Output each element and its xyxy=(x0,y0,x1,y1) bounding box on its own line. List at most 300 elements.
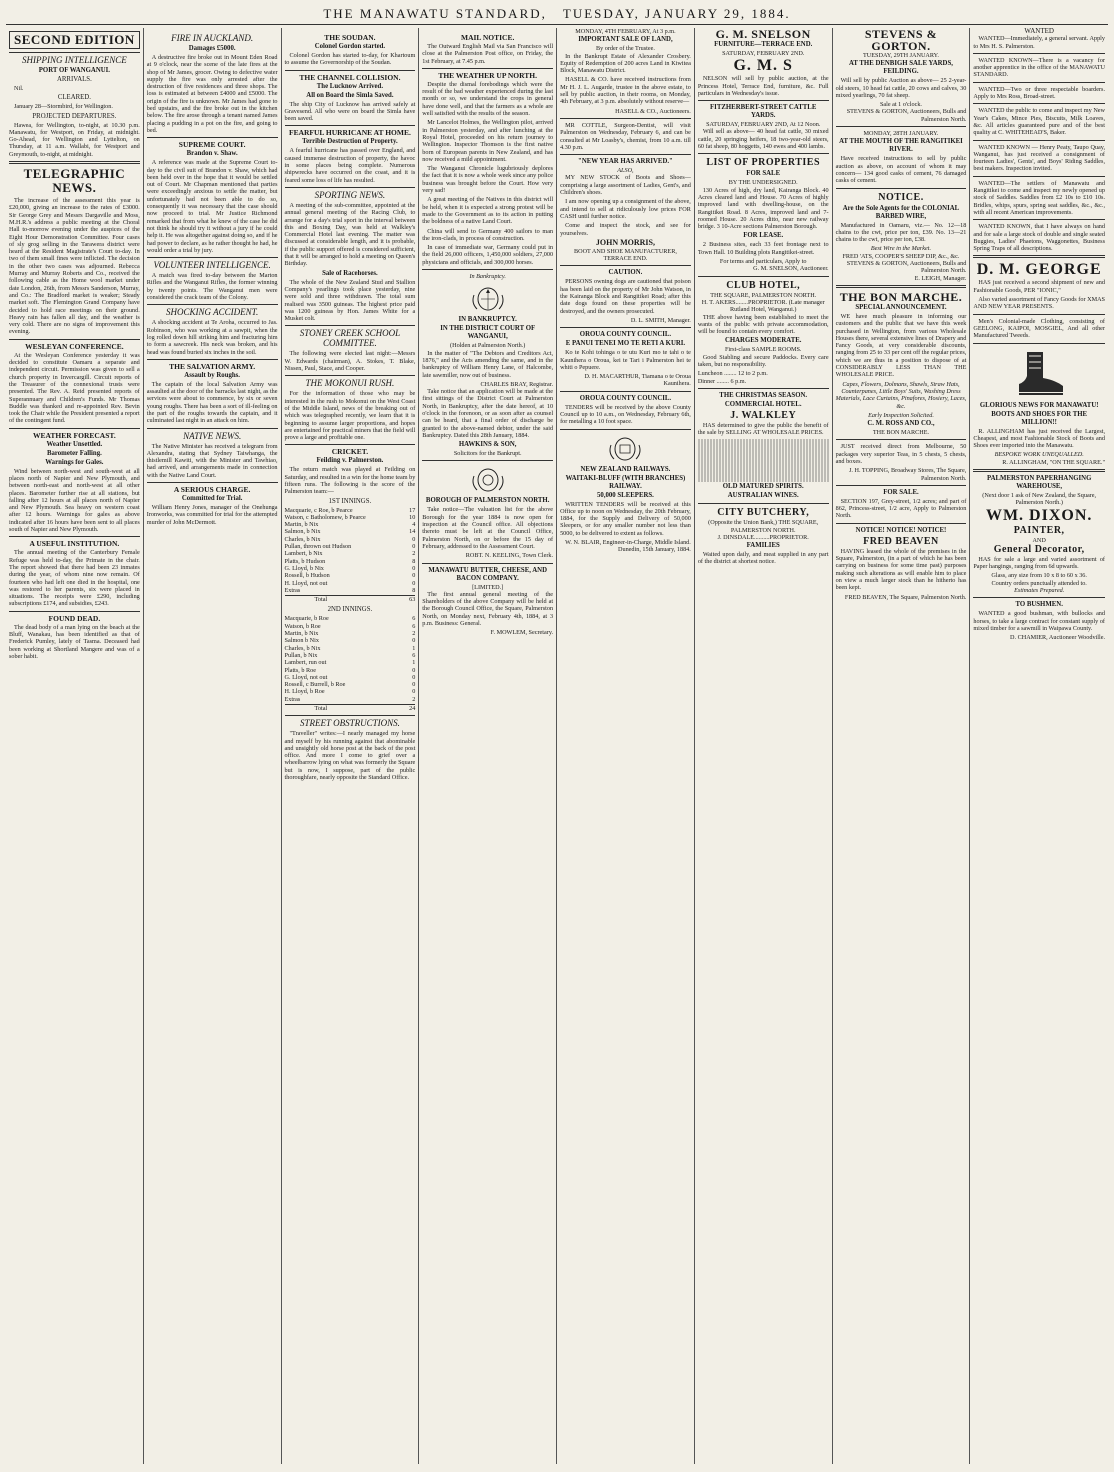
batsman-name: Lambert, b Nix xyxy=(284,550,323,558)
masthead xyxy=(6,4,1108,25)
batsman-runs: 0 xyxy=(412,579,416,587)
batsman-runs: 2 xyxy=(412,550,416,558)
beaven-sign: FRED BEAVEN, The Square, Palmerston North. xyxy=(844,593,967,601)
sale-time: Sale at 1 o'clock. xyxy=(879,101,922,109)
cricket-text: The return match was played at Feilding on Saturday, and resulted in a win for the home team by fifteen runs. The following is the score of the Palmerston team:— xyxy=(284,466,416,496)
club-text: THE above having been established to meet the wants of the public with private accommodation, will be found to contain every comfort. xyxy=(697,313,829,336)
paper-heading: PALMERSTON PAPERHANGING WAREHOUSE, xyxy=(986,474,1092,490)
useful-text: The annual meeting of the Canterbury Female Refuge was held to-day, the Primate in the chair. The report showed that there had been 23 inmates during the year, of whom nine now remain. Of fourteen who had left one died in the hospital, one was restored to her parents, six were placed in situations. The receipts were £290, including subscriptions £174, and subsidies, £243. xyxy=(9,549,140,608)
weather-text: Wind between north-west and south-west at all places north of Napier and New Plymouth, and between north-east and north-west at all other places. Barometer further rise at all stations, but falling after 12 hours at all places north of Napier and New Plymouth. Sea heavy on western coast after 12 hours. Warnings for gales as above indicated after 16 hours have been sent to all places south of Napier and New Plymouth. xyxy=(9,467,140,534)
butchery-heading: CITY BUTCHERY, xyxy=(717,507,810,519)
batsman-name: Watson, b Roe xyxy=(284,622,321,630)
mail-text: The Outward English Mail via San Francisco will close at the Palmerston Post office, on Friday, the 1st February, at 7.45 p.m. xyxy=(422,43,554,65)
cash-text: I am now opening up a consignment of the above, and intend to sell at ridiculously low prices FOR CASH until further notice. xyxy=(560,198,691,220)
score-row xyxy=(285,637,416,644)
snelson-heading: G. M. SNELSON xyxy=(715,28,811,41)
come-text: Come and inspect the stock, and see for yourselves. xyxy=(560,222,691,237)
weather-heading: WEATHER FORECAST. xyxy=(9,428,140,440)
batsman-name: Salmon, b Nix xyxy=(284,528,321,536)
wanted-4: WANTED the public to come and inspect my New Year's Cakes, Mince Pies, Biscuits, Milk Loaves, &c. All articles guaranteed pure and of the best quality at C. WHITEHEAD'S, Baker. xyxy=(973,107,1105,137)
wesleyan-text: At the Wesleyan Conference yesterday it was decided to constitute Oamaru a separate and independent circuit. Permission was given to sell a church property in Invercargill. Circuit reports of the Treasurer of the connexional trusts were presented. The Rev. A. Reid presented reports of Superannuary and Children's Funds. Mr Thomas Buddle was thanked and re-appointed Rev. Bevin took the Chair while the President presented a report of the contingent fund. xyxy=(9,351,140,425)
allingham-sign: R. ALLINGHAM, "ON THE SQUARE." xyxy=(1002,458,1105,466)
batsman-name: Pullan, thrown out Hudson xyxy=(284,543,352,551)
court-sub: Brandon v. Shaw. xyxy=(186,150,238,158)
edition-heading: SECOND EDITION xyxy=(9,31,140,49)
wanted-1: WANTED—Immediately, a general servant. Apply to Mrs H. S. Palmerston. xyxy=(973,35,1105,50)
stabling-text: Good Stabling and secure Paddocks. Every care taken, but no responsibility. xyxy=(697,353,829,369)
batsman-runs: 1 xyxy=(412,659,416,667)
yards-text: Will sell by public Auction as above— 25 2-year-old steers, 10 head fat cattle, 20 cows and calves, 30 mixed yearlings, 70 fat sheep. xyxy=(835,77,967,99)
maori-sign: D. H. MACARTHUR, Tiamana o te Oroua Kaunihera. xyxy=(584,373,691,388)
railways-seal xyxy=(606,433,644,463)
total-row-1 xyxy=(285,595,416,603)
batsman-name: Extras xyxy=(284,695,301,703)
score-row xyxy=(285,536,416,543)
sleepers-heading: 50,000 SLEEPERS. xyxy=(597,491,654,499)
obstructions-text: "Traveller" writes:—I nearly managed my horse and myself by his running against that abominable and unsightly old horse post at the back of the post office. And more I come to grief over a wheelbarrow lying on what was formerly the Square but is now, I suppose, part of the public thoroughfare, nearly opposite the Standard Office. xyxy=(284,730,416,782)
hurricane-heading: FEARFUL HURRICANE AT HOME. xyxy=(285,125,416,137)
soudan-sub: Colonel Gordon started. xyxy=(314,43,386,50)
bankruptcy-sign: CHARLES BRAY, Registrar. xyxy=(480,380,554,388)
sporting-text: A meeting of the sub-committee, appointed at the annual general meeting of the Racing Club, to arrange for a day's trial sport in the interval between this and Boxing Day, was held at Walkley's Commercial Hotel last evening. The matter was discussed at considerable length, and it is probable, if the public support offered is considered sufficient, that it will be arranged to hold a meeting on Queen's Birthday. xyxy=(284,201,416,268)
beaven-name: FRED BEAVEN xyxy=(863,535,939,547)
column-1 xyxy=(6,28,144,1464)
club-proprietor: H. T. AKERS........PROPRIETOR. (Late manager Rutland Hotel, Wanganui.) xyxy=(701,298,825,314)
fire-text: A destructive fire broke out in Mount Eden Road at 9 o'clock, near the scene of the late fires at the shop of Mr James, grocer. Owing to defective water supply the fire was only arrested after the destruction of five residences and three shops. The loss is estimated at between £4000 and £5000. The origin of the fire is unknown. Mr James had gone to bed upstairs, and the fire broke out in the kitchen below. The fire arose through a tenant named James placing a pudding in a pot on the fire, and going to bed. xyxy=(146,54,278,134)
wellington-text: Mr Lancelot Holmes, the Wellington pilot, arrived in Palmerston yesterday, and after lunching at the Royal Hotel, proceeded on his return journey to Wellington. Inspector Thomson is the first native born of European parents in New Zealand, and has now received a mild appointment. xyxy=(422,119,554,163)
railways-sub: WAITAKI-BLUFF (WITH BRANCHES) RAILWAY. xyxy=(565,474,686,490)
batsman-runs: 0 xyxy=(412,572,416,580)
butter-heading: MANAWATU BUTTER, CHEESE, AND BACON COMPANY. xyxy=(428,566,547,582)
hurricane-text: A fearful hurricane has passed over England, and caused immense destruction of property, the havoc in some places being complete. Numerous shipwrecks have occurred on the coast, and it is feared some loss of life has resulted. xyxy=(284,147,416,184)
borough-sign: ROBT. N. KEELING, Town Clerk. xyxy=(465,552,554,560)
batsman-name: Martin, b Nix xyxy=(284,521,319,529)
wanted-3: WANTED—Two or three respectable boarders. Apply to Mrs Ross, Broad-street. xyxy=(973,85,1105,101)
fire-heading: FIRE IN AUCKLAND. xyxy=(171,33,254,43)
country-text: Country orders punctually attended to. xyxy=(991,579,1087,587)
boot-icon xyxy=(1009,348,1069,398)
batsman-runs: 0 xyxy=(412,637,416,645)
native-text: The Native Minister has received a telegram from Alexandra, stating that Sydney Taiwhanga, the thistlemill Kawiti, with the Minister and Tawhiao, had arrived, and arrangements made in connection with the Native Land Court. xyxy=(146,442,278,479)
ross-sub: THE BON MARCHE. xyxy=(872,429,930,437)
wines-label: AUSTRALIAN WINES. xyxy=(727,492,799,500)
soudan-text: Colonel Gordon has started to-day, for Khartoum to assume the Governorship of the Soudan. xyxy=(284,52,416,67)
ross-name: C. M. ROSS AND CO., xyxy=(867,420,935,428)
hasell-text: HASELL & CO. have received instructions from Mr H. J. L. Augarde, trustee in the above estate, to sell by public auction, in their rooms, on Monday, 4th February, at 3 p.m. absolutely without reserve— xyxy=(560,76,691,106)
sale-text: In the Bankrupt Estate of Alexander Crosbery. Equity of Redemption of 200 acres Land in Kiwitea Block, Manawatu District. xyxy=(560,52,691,75)
batsman-runs: 2 xyxy=(412,630,416,638)
column-2 xyxy=(144,28,282,1464)
column-5 xyxy=(557,28,695,1464)
court-text: A reference was made at the Supreme Court to-day to the civil suit of Brandon v. Shaw, which had been held over in the hope that it would be settled out of Court. Mr Chapman mentioned that parties were exceedingly anxious to settle the matter, but unfortunately had not been able to do so, consequently it was necessary that the case should now proceed to trial. Mr Justice Richmond remarked that from what he knew of the case he did not think he should try it without a jury if he could help it. He was altogether against doing so, and if he had power to declare, as he rather thought he had, he would order a trial by jury. xyxy=(146,159,278,254)
snelson-date: SATURDAY, FEBRUARY 2ND. xyxy=(722,50,805,57)
notice-heading: NOTICE. xyxy=(878,191,924,203)
oroua-heading-2: OROUA COUNTY COUNCIL. xyxy=(579,394,672,402)
batsman-runs: 0 xyxy=(412,673,416,681)
maori-text: Ko te Kohi tohinga o te utu Kuri mo te tahi o te Kaunihera o Oroua, kei te Tari i Palmerston hei te whiti o Pepuere. xyxy=(560,349,691,371)
cricket-heading: CRICKET. xyxy=(285,444,416,456)
wanted-2: WANTED KNOWN—There is a vacancy for another apprentice in the office of the MANAWATU STANDARD. xyxy=(973,56,1105,79)
dinner-line: Dinner ........ 6 p.m. xyxy=(697,377,747,385)
leigh-sign: E. LEIGH, Manager. xyxy=(914,274,967,282)
sheep-dip: FRED 'ATS, COOPER'S SHEEP DIP, &c., &c. xyxy=(842,252,960,260)
total-value-1: 63 xyxy=(409,596,416,604)
oroua-heading: OROUA COUNTY COUNCIL. xyxy=(579,331,672,339)
score-row xyxy=(285,558,416,565)
newyear-heading: "NEW YEAR HAS ARRIVED." xyxy=(578,158,673,166)
stevens-heading: STEVENS & GORTON. xyxy=(864,28,938,53)
geelong-text: Men's Colonial-made Clothing, consisting of GEELONG, KAIPOI, MOSGIEL, And all other Manufactured Tweeds. xyxy=(973,317,1105,340)
estimates-label: Estimates Prepared. xyxy=(1014,587,1065,595)
bankruptcy-heading: IN BANKRUPTCY. xyxy=(458,316,517,324)
forsale-heading: FOR SALE xyxy=(746,170,781,178)
railways-sign: W. N. BLAIR, Engineer-in-Charge, Middle Island. Dunedin, 15th January, 1884. xyxy=(565,539,691,554)
terms-text: For terms and particulars, Apply to xyxy=(719,258,807,266)
borough-heading: BOROUGH OF PALMERSTON NORTH. xyxy=(425,497,550,505)
batsman-runs: 1 xyxy=(412,644,416,652)
bankruptcy-text: In the matter of "The Debtors and Creditors Act, 1876," and the Acts amending the same, and in the bankruptcy of William Henry Lane, of Halcombe, late sawmiller, now out of business. xyxy=(422,349,554,379)
score-row xyxy=(285,630,416,637)
club-heading: CLUB HOTEL, xyxy=(726,279,801,291)
score-row xyxy=(285,667,416,674)
shocking-heading: SHOCKING ACCIDENT. xyxy=(147,304,278,317)
undersigned-label: BY THE UNDERSIGNED. xyxy=(728,179,798,187)
railways-heading: NEW ZEALAND RAILWAYS. xyxy=(580,465,671,473)
racehorses-heading: Sale of Racehorses. xyxy=(322,269,378,277)
george-heading: D. M. GEORGE xyxy=(976,261,1102,279)
morris-sub: BOOT AND SHOE MANUFACTURER, TERRACE END. xyxy=(573,247,677,263)
score-row xyxy=(285,528,416,535)
score-row xyxy=(285,688,416,695)
families-heading: FAMILIES xyxy=(746,542,780,550)
weather-sub-2: Barometer Falling. xyxy=(46,449,102,457)
mokonui-text: For the information of those who may be interested in the rush to Mokonui on the West Coast of the Middle Island, news of the breaking out of which was telegraphed recently, we learn that it is beginning to assume larger proportions, and hopes are entertained for practical miners that the field will prove a large and profitable one. xyxy=(284,390,416,442)
salvation-sub: Assault by Roughs. xyxy=(184,371,240,379)
christmas-heading: THE CHRISTMAS SEASON. xyxy=(719,391,808,399)
sample-label: First-class SAMPLE ROOMS. xyxy=(724,346,802,354)
props-text: 130 Acres of high, dry land, Kairanga Block. 40 Acres cleared land and House. 70 Acres of highly improved land with dwelling-house, on the Rangitikei Road. 8 Acres, improved land and 7-roomed House. 20 Acres ditto, near new railway bridge. 3 10-Acre sections Palmerston Borough. xyxy=(697,186,829,231)
weather-north-heading: THE WEATHER UP NORTH. xyxy=(422,68,553,80)
caution-sign: D. L. SMITH, Manager. xyxy=(630,316,691,324)
stoney-text: The following were elected last night:—Messrs W. Edwards (chairman), A. Stokes, T. Blake, Nissen, Paul, Stace, and Cooper. xyxy=(284,350,416,373)
batsman-runs: 0 xyxy=(412,666,416,674)
score-row xyxy=(285,587,416,594)
best-wire: Best Wire in the Market. xyxy=(870,245,932,253)
bon-items: Capes, Flowers, Dolmans, Shawls, Straw Hats, Counterpanes, Little Boys' Suits, Washing Dress Materials, Lace Curtains, Pinafores, Hosiery, Laces, &c. xyxy=(835,380,967,410)
barbed-heading: Are the Sole Agents for the COLONIAL BARBED WIRE, xyxy=(842,204,960,220)
bon-sub: SPECIAL ANNOUNCEMENT. xyxy=(855,303,947,311)
score-row xyxy=(285,514,416,521)
score-row xyxy=(285,507,416,514)
scorecard-1 xyxy=(285,507,416,595)
native-meeting-text: A great meeting of the Natives in this district will be held, when it is expected a strong protest will be made to the Government as to its action in putting the boldness of a native Land Court. xyxy=(422,196,554,226)
wanted-7: WANTED KNOWN, that I have always on hand and for sale a large stock of double and single seated Buggies, Ladies' Phaetons, Waggonettes, Business Spring Traps of all descriptions. xyxy=(973,223,1105,253)
rain-text: The Wanganui Chronicle lugubriously deplores the fact that it is now a whole week since any police business was brought before the Court. How very very sad! xyxy=(422,165,554,195)
bankruptcy-label: In Bankruptcy. xyxy=(469,273,506,281)
serious-heading: A SERIOUS CHARGE. xyxy=(147,482,278,494)
butchery-sub: (Opposite the Union Bank,) THE SQUARE, PALMERSTON NORTH. xyxy=(708,519,819,534)
batsman-name: G. Lloyd, b Nix xyxy=(284,564,324,572)
batsman-name: H. Lloyd, b Roe xyxy=(284,688,325,696)
hawkins-sub: Solicitors for the Bankrupt. xyxy=(453,450,522,458)
cleared-text: January 28—Stormbird, for Wellington. xyxy=(14,103,113,111)
volunteer-heading: VOLUNTEER INTELLIGENCE. xyxy=(147,257,278,270)
score-row xyxy=(285,550,416,557)
arrivals-label: ARRIVALS. xyxy=(56,76,92,83)
morris-name: JOHN MORRIS, xyxy=(595,237,655,247)
lease-heading: FOR LEASE. xyxy=(743,232,784,240)
allingham-text: R. ALLINGHAM has just received the Largest, Cheapest, and most Fashionable Stock of Boots and Shoes ever imported into the Manawatu. xyxy=(973,427,1105,450)
wanted-6: WANTED—The settlers of Manawatu and Rangitikei to come and inspect my newly opened up stock of Saddles. Saddles from £2 10s to £10 10s. Bridles, whips, spurs, spring seat saddles, &c., &c., with all recent American improvements. xyxy=(973,179,1105,216)
weather-sub-1: Weather Unsettled. xyxy=(46,440,103,448)
stevens-sign-2: STEVENS & GORTON, Auctioneers, Bulls and Palmerston North. xyxy=(846,260,967,275)
bespoke-label: BESPOKE WORK UNEQUALLED. xyxy=(994,451,1084,459)
district-court-sub: (Holden at Palmerston North.) xyxy=(450,342,526,350)
walkley-text: HAS determined to give the public the benefit of the sale by SELLING AT WHOLESALE PRICES. xyxy=(697,421,829,437)
score-row xyxy=(285,543,416,550)
issue-date: TUESDAY, JANUARY 29, 1884. xyxy=(562,6,791,21)
score-row xyxy=(285,645,416,652)
forsale-heading-2: FOR SALE. xyxy=(883,488,919,496)
stevens-sign: STEVENS & GORTON, Auctioneers, Bulls and Palmerston North. xyxy=(846,108,967,123)
bushmen-text: WANTED a good bushman, with bullocks and horses, to take a large contract for constant supply of mixed timber for a sawmill in Waipawa County. xyxy=(973,610,1105,632)
total-label-2: Total xyxy=(314,705,328,712)
notice-triple: NOTICE! NOTICE! NOTICE! xyxy=(855,526,947,534)
butter-sub: [LIMITED.] xyxy=(472,583,504,591)
channel-sub-1: The Lucknow Arrived. xyxy=(316,82,384,90)
glass-text: Glass, any size from 10 x 8 to 60 x 36. xyxy=(991,572,1087,580)
dinsdale-name: J. DINSDALE..........PROPRIETOR. xyxy=(717,533,809,541)
batsman-name: Lambert, run out xyxy=(284,659,327,667)
batsman-name: G. Lloyd, not out xyxy=(284,673,328,681)
score-row xyxy=(285,615,416,622)
column-6 xyxy=(695,28,833,1464)
wanted-5: WANTED KNOWN — Henry Peaty, Taupo Quay, Wanganui, has just received a consignment of fourteen Ladies', Gents', and Boys' Riding Saddles, best makers. Inspection invited. xyxy=(973,143,1105,173)
cricket-sub: Feilding v. Palmerston. xyxy=(316,457,384,465)
column-7 xyxy=(833,28,971,1464)
column-3 xyxy=(282,28,420,1464)
gms-text: NELSON will sell by public auction, at the Princess Hotel, Terrace End, furniture, &c. Full particulars in Wednesday's issue. xyxy=(697,75,829,97)
batsman-name: Rossell, c Burrell, b Roe xyxy=(284,681,346,689)
families-text: Waited upon daily, and meat supplied in any part of the district at shortest notice. xyxy=(697,551,829,566)
shipping-heading: SHIPPING INTELLIGENCE xyxy=(9,52,140,65)
batsman-name: Watson, c Batholomew, b Pearce xyxy=(284,513,366,521)
snelson-sign: G. M. SNELSON, Auctioneer. xyxy=(753,265,829,273)
hurricane-sub: Terrible Destruction of Property. xyxy=(302,138,398,146)
tenders-text: TENDERS will be received by the above County Council up to 10 a.m., on Wednesday, February 6th, for metalling a 10 foot space. xyxy=(560,403,691,426)
mail-heading: MAIL NOTICE. xyxy=(461,33,515,42)
weather-sub-3: Warnings for Gales. xyxy=(45,458,104,466)
panui-heading: E PANUI TENEI MO TE RETI A KURI. xyxy=(565,340,686,348)
telegraphic-heading: TELEGRAPHIC NEWS. xyxy=(23,166,126,196)
dixon-name: WM. DIXON. xyxy=(985,506,1093,524)
batsman-runs: 6 xyxy=(412,615,416,623)
bushmen-heading: TO BUSHMEN. xyxy=(1015,601,1063,609)
projected-label: PROJECTED DEPARTURES. xyxy=(32,112,117,120)
batsman-name: Extras xyxy=(284,586,301,594)
charges-label: CHARGES MODERATE. xyxy=(724,337,802,345)
stoney-heading: STONEY CREEK SCHOOL COMMITTEE. xyxy=(285,325,416,348)
mouth-text: Have received instructions to sell by public auction as above, on account of whom it may concern— 134 good casks of cement, 76 damaged casks of cement. xyxy=(835,155,967,185)
yards-heading: AT THE DENBIGH SALE YARDS, FEILDING. xyxy=(849,60,953,76)
batsman-name: Charles, b Nix xyxy=(284,644,321,652)
telegraphic-text: The increase of the assessment this year is £20,000, giving an increase to the rates of £3000. Sir George Grey and Messrs Dargaville and Moss, M.H.R.'s address a public meeting at the Choral Hall to-morrow evening under the auspices of the Eight Hour Demonstration Committee. Four cases of sly grog selling in the Tarawera district were heard at the Resident Magistrate's Court to-day. In two of them small fines were inflicted. The decision in the other two cases was adjourned. Rebecca Murray and Murray Roberts and Co., received the following cable as the Home wool market under date London, 26th, from Messrs Sanderson, Murray, and Co.: The Bradford market is weaker; Steady market soft. The Flemington Grand Company have decided to hold race meetings on their ground. Heavy rain has fallen all day, and the weather is very cold. There are no signs of improvement this evening. xyxy=(9,197,140,336)
batsman-runs: 0 xyxy=(412,543,416,551)
batsman-runs: 0 xyxy=(412,688,416,696)
george-also: Also varied assortment of Fancy Goods for XMAS AND NEW YEAR PRESENTS. xyxy=(973,296,1105,311)
batsman-runs: 17 xyxy=(409,506,416,514)
column-4 xyxy=(419,28,557,1464)
batsman-name: Pullan, b Nix xyxy=(284,651,318,659)
sporting-heading: SPORTING NEWS. xyxy=(285,187,416,200)
borough-text: Take notice—The valuation list for the above Borough for the year 1884 is now open for inspection at the Council office. All objections thereto must be left at the Council Office, Palmerston North, on or before the 15 day of February, addressed to the Assessment Court. xyxy=(422,506,554,550)
mouth-heading: AT THE MOUTH OF THE RANGITIKEI RIVER. xyxy=(839,138,963,154)
batsman-runs: 6 xyxy=(412,622,416,630)
port-heading: PORT OF WANGANUI. xyxy=(38,67,110,74)
score-row xyxy=(285,572,416,579)
wesleyan-heading: WESLEYAN CONFERENCE. xyxy=(9,339,140,351)
projected-text: Hawea, for Wellington, to-night, at 10.30 p.m. Manawatu, for Westport, on Friday, at midnight. Go-Ahead, for Wellington and Lyttelton, on Thursday, at 11 a.m. Wallabi, for Westport and Greymouth, to-night, at midnight. xyxy=(9,121,140,158)
hasell-sign: HASELL & CO., Auctioneers. xyxy=(615,107,691,115)
found-heading: FOUND DEAD. xyxy=(9,611,140,623)
batsman-runs: 2 xyxy=(412,695,416,703)
spirits-label: OLD MATURED SPIRITS. xyxy=(722,483,804,491)
batsman-name: Platts, b Hudson xyxy=(284,557,326,565)
list-heading: LIST OF PROPERTIES xyxy=(706,157,821,169)
score-row xyxy=(285,565,416,572)
received-text: JUST received direct from Melbourne, 50 packages very superior Teas, in 5 chests, 5 chests, and boxes. xyxy=(835,443,967,465)
walkley-name: J. WALKLEY xyxy=(730,409,797,421)
shocking-text: A shocking accident at Te Aroha, occurred to Jas. Robinson, who was working at a sawpit, when the log rolled down hill striking him and fracturing him to form a sawcreek. His neck was broken, and his head was found buried six inches in the soil. xyxy=(146,319,278,356)
batsman-runs: 0 xyxy=(412,681,416,689)
batsman-name: H. Lloyd, not out xyxy=(284,579,328,587)
monday-date: MONDAY, 28TH JANUARY. xyxy=(863,130,939,138)
caution-text: PERSONS owning dogs are cautioned that poison has been laid on the property of Mr John Watson, in the Kairanga Block and Rangitikei Road; after this date dogs found on these properties will be destroyed, and the owners prosecuted. xyxy=(560,278,691,315)
wanted-heading: WANTED xyxy=(1024,28,1054,35)
mokonui-heading: THE MOKONUI RUSH. xyxy=(285,375,416,388)
george-text: HAS just received a second shipment of new and Fashionable Goods, PER "IONIC," xyxy=(973,279,1105,294)
batsman-runs: 0 xyxy=(412,535,416,543)
germany-text: In case of immediate war, Germany could put in the field 26,000 officers, 1,450,000 soldiers, 27,000 physicians and officials, and 300,000 horses. xyxy=(422,244,554,266)
salvation-text: The captain of the local Salvation Army was assaulted at the door of the barracks last night, as the services were about to commence, by six or seven young roughs. There has been a sort of ill-feeling on the part of the roughs towards the captain, and it culminated last night in an attack on him. xyxy=(146,380,278,425)
butter-sign: F. MOWLEM, Secretary. xyxy=(490,629,554,637)
fitz-date: SATURDAY, FEBRUARY 2ND, At 12 Noon. xyxy=(706,121,821,129)
batsman-runs: 10 xyxy=(409,513,416,521)
dixon-text: HAS for sale a large and varied assortment of Paper hangings, ranging from 6d upwards. xyxy=(973,555,1105,571)
columns xyxy=(6,28,1108,1464)
batsman-name: Rossell, b Hudson xyxy=(284,572,330,580)
boots-heading: BOOTS AND SHOES FOR THE MILLION!! xyxy=(991,410,1088,426)
scorecard-2 xyxy=(285,615,416,703)
sale-title: IMPORTANT SALE OF LAND, xyxy=(578,36,673,44)
batsman-runs: 0 xyxy=(412,564,416,572)
section-text: SECTION 197, Grey-street, 1/2 acres; and part of 862, Princess-street, 1/2 acre, Apply to Palmerston North. xyxy=(835,497,967,520)
sale-date: MONDAY, 4TH FEBRUARY, At 3 p.m. xyxy=(575,28,676,35)
weather-north-text: Despite the dismal forebodings which were the result of the bad weather experienced during the last month or so, we understand the crops in general have done well, and that the farmers as a whole are well satisfied with the results of the season. xyxy=(422,80,554,118)
batsman-name: Macquarie, c Roe, b Pearce xyxy=(284,506,353,514)
serious-text: William Henry Jones, manager of the Onehunga Ironworks, was committed for trial for the attempted murder of John McDermott. xyxy=(146,504,278,526)
score-row xyxy=(285,623,416,630)
painter-label: PAINTER, xyxy=(1013,524,1065,536)
score-row xyxy=(285,659,416,666)
batsman-runs: 14 xyxy=(409,528,416,536)
luncheon-line: Luncheon ........ 12 to 2 p.m. xyxy=(697,370,768,378)
channel-heading: THE CHANNEL COLLISION. xyxy=(285,70,416,82)
fire-sub: Damages £5000. xyxy=(188,45,236,52)
china-text: China will send to Germany 400 sailors to man the iron-clads, in process of construction. xyxy=(422,227,554,242)
innings-2-label: 2ND INNINGS. xyxy=(327,606,373,614)
found-text: The dead body of a man lying on the beach at the Bluff, Wanakau, has been identified as that of Frederick Pumley, lately of Tasma. Deceased had been working at Shortland Mangere and was of a sober habit. xyxy=(9,623,140,660)
court-heading: SUPREME COURT. xyxy=(147,137,278,149)
sleepers-text: WRITTEN TENDERS will be received at this Office up to noon on Wednesday, the 20th February, 1884, for the Supply and Delivery of 50,000 Sleepers, or for any smaller number not less than 5000, to be delivered to extent as follows. xyxy=(560,500,691,537)
useful-heading: A USEFUL INSTITUTION. xyxy=(9,536,140,548)
arrivals-text: Nil. xyxy=(14,85,24,92)
total-row-2 xyxy=(285,704,416,712)
fitz-text: Will sell as above— 40 head fat cattle, 30 mixed cattle, 20 springing heifers, 18 two-year-old steers, 60 fat sheep, 80 hoggetts, 140 ewes and 400 lambs. xyxy=(697,128,829,151)
chamier-sign: D. CHAMIER, Auctioneer Woodville. xyxy=(1010,634,1105,642)
newstock-text: MY NEW STOCK of Boots and Shoes—comprising a large assortment of Ladies, Gent's, and Children's shoes. xyxy=(560,174,691,197)
notice-text: Take notice that an application will be made at the first sittings of the District Court at Palmerston North, in Bankruptcy, after the date hereof, at 10 o'clock in the forenoon, or as soon after as counsel can be heard, that a final order of discharge be granted to the above-named debtor, under the said Bankruptcy. Dated this 28th January, 1884. xyxy=(422,388,554,439)
district-court-heading: IN THE DISTRICT COURT OF WANGANUI, xyxy=(440,325,536,341)
batsman-runs: 8 xyxy=(412,557,416,565)
column-8 xyxy=(970,28,1108,1464)
batsman-name: Charles, b Nix xyxy=(284,535,321,543)
gms-initials: G. M. S xyxy=(733,57,793,75)
innings-1-label: 1ST INNINGS. xyxy=(328,497,372,505)
score-row xyxy=(285,521,416,528)
snelson-sub: FURNITURE—TERRACE END. xyxy=(714,41,813,48)
serious-sub: Committed for Trial. xyxy=(181,495,243,503)
fitz-heading: FITZHERBERT-STREET CATTLE YARDS. xyxy=(710,104,817,120)
barbed-text: Manufactured in Oamaru, viz.— No. 12—18 chains to the cwt, price per ton, £39. No. 13—21 chains to the cwt, price per ton, £38. xyxy=(835,221,967,244)
royal-arms-seal xyxy=(469,283,507,313)
bon-text: WE have much pleasure in informing our customers and the public that we have this week purchased in Wellington, from various Wholesale Houses there, several extensive lines of Drapery and Fancy Goods, at very considerable discounts, ranging from 25 to 33 per cent off the regular prices, which we are thus in a position to dispose of at CONSIDERABLY LESS THAN THE WHOLESALE PRICE. xyxy=(835,312,967,379)
cleared-label: CLEARED. xyxy=(57,94,91,102)
batsman-runs: 4 xyxy=(412,521,416,529)
newspaper-name: THE MANAWATU STANDARD, xyxy=(323,6,547,21)
soudan-heading: THE SOUDAN. xyxy=(324,33,376,42)
obstructions-heading: STREET OBSTRUCTIONS. xyxy=(285,715,416,728)
paper-sub: (Next door 1 ask of New Zealand, the Square, Palmerston North.) xyxy=(982,491,1097,507)
score-row xyxy=(285,580,416,587)
stevens-date: TUESDAY, 29TH JANUARY. xyxy=(863,52,939,59)
batsman-name: Macquarie, b Roe xyxy=(284,615,329,623)
topping-sign: J. H. TOPPING, Broadway Stores, The Square, Palmerston North. xyxy=(848,467,967,482)
salvation-heading: THE SALVATION ARMY. xyxy=(147,359,278,371)
score-row xyxy=(285,652,416,659)
volunteer-text: A match was fired to-day between the Marton Rifles and the Wanganui Rifles, the former winning by twenty points. The Wanganui men were considered the crack team of the Colony. xyxy=(146,272,278,302)
batsman-runs: 6 xyxy=(412,651,416,659)
cottle-text: MR COTTLE, Surgeon-Dentist, will visit Palmerston on Wednesday, February 6, and can be consulted at Mr Loasby's, chemist, from 10 a.m. till 4.30 p.m. xyxy=(560,121,691,151)
score-row xyxy=(285,674,416,681)
inspection-label: Early Inspection Solicited. xyxy=(868,411,934,419)
total-value-2: 24 xyxy=(409,705,416,712)
also-label: ALSO, xyxy=(617,167,634,175)
channel-sub-2: All on Board the Simla Saved. xyxy=(306,91,394,99)
total-label-1: Total xyxy=(314,596,328,604)
glorious-heading: GLORIOUS NEWS FOR MANAWATU! xyxy=(979,401,1099,409)
batsman-runs: 8 xyxy=(412,586,416,594)
club-sub: THE SQUARE, PALMERSTON NORTH. xyxy=(710,291,817,299)
racehorses-text: The whole of the New Zealand Stud and Stallion Company's yearlings took place yesterday, nine were sold and three withdrawn. The total sum realised was 3500 guineas. The highest price paid was 1200 guineas by Hon. James White for a Musket colt. xyxy=(284,278,416,323)
score-row xyxy=(285,696,416,703)
native-heading: NATIVE NEWS. xyxy=(147,428,278,441)
bon-heading: THE BON MARCHE. xyxy=(839,289,963,304)
borough-seal xyxy=(469,464,507,494)
batsman-name: Martin, b Nix xyxy=(284,630,319,638)
batsman-name: Platts, b Roe xyxy=(284,666,316,674)
channel-text: The ship City of Lucknow has arrived safely at Gravesend. All who were on board the Simla have been saved. xyxy=(284,100,416,123)
